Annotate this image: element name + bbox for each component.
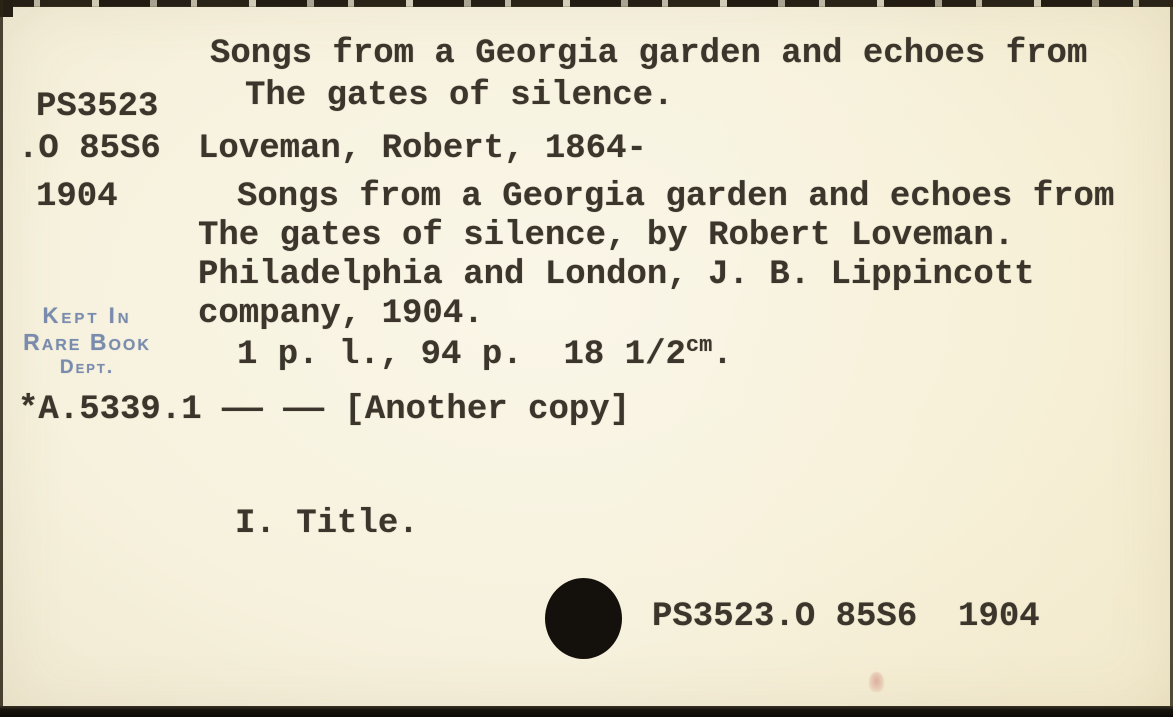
shelf-number: *A.5339.1 [18,391,202,429]
another-copy-note: —— —— [Another copy] [222,391,631,429]
stamp-line-kept-in: Kept In [42,303,132,328]
heading-title-line-2: The gates of silence. [245,77,674,115]
heading-title-line-1: Songs from a Georgia garden and echoes from [210,35,1088,73]
rare-book-dept-stamp [0,303,174,380]
stamp-line-dept: Dept. [59,357,115,378]
collation-line [237,335,733,372]
body-line-2: The gates of silence, by Robert Loveman. [198,217,1015,255]
stamp-line-rare-book: Rare Book [23,329,151,355]
collation-period: . [712,336,733,374]
body-line-3: Philadelphia and London, J. B. Lippincott [198,256,1035,294]
collation-text: 1 p. l., 94 p. 18 1/2 [237,336,686,374]
tracing-title-entry: I. Title. [235,505,419,543]
call-number-line-3: 1904 [36,178,118,216]
body-line-4: company, 1904. [198,295,484,333]
scan-edge-top [0,0,1173,7]
bottom-call-number: PS3523.O 85S6 1904 [652,598,1040,636]
faint-red-mark [869,672,884,692]
call-number-line-2: .O 85S6 [18,130,161,168]
main-entry-author: Loveman, Robert, 1864- [198,130,647,168]
collation-superscript-cm: cm [685,333,713,358]
scan-edge-bottom [0,706,1173,717]
body-line-1: Songs from a Georgia garden and echoes from [237,178,1115,216]
call-number-line-1: PS3523 [36,88,159,126]
hole-punch-dot [545,578,622,659]
